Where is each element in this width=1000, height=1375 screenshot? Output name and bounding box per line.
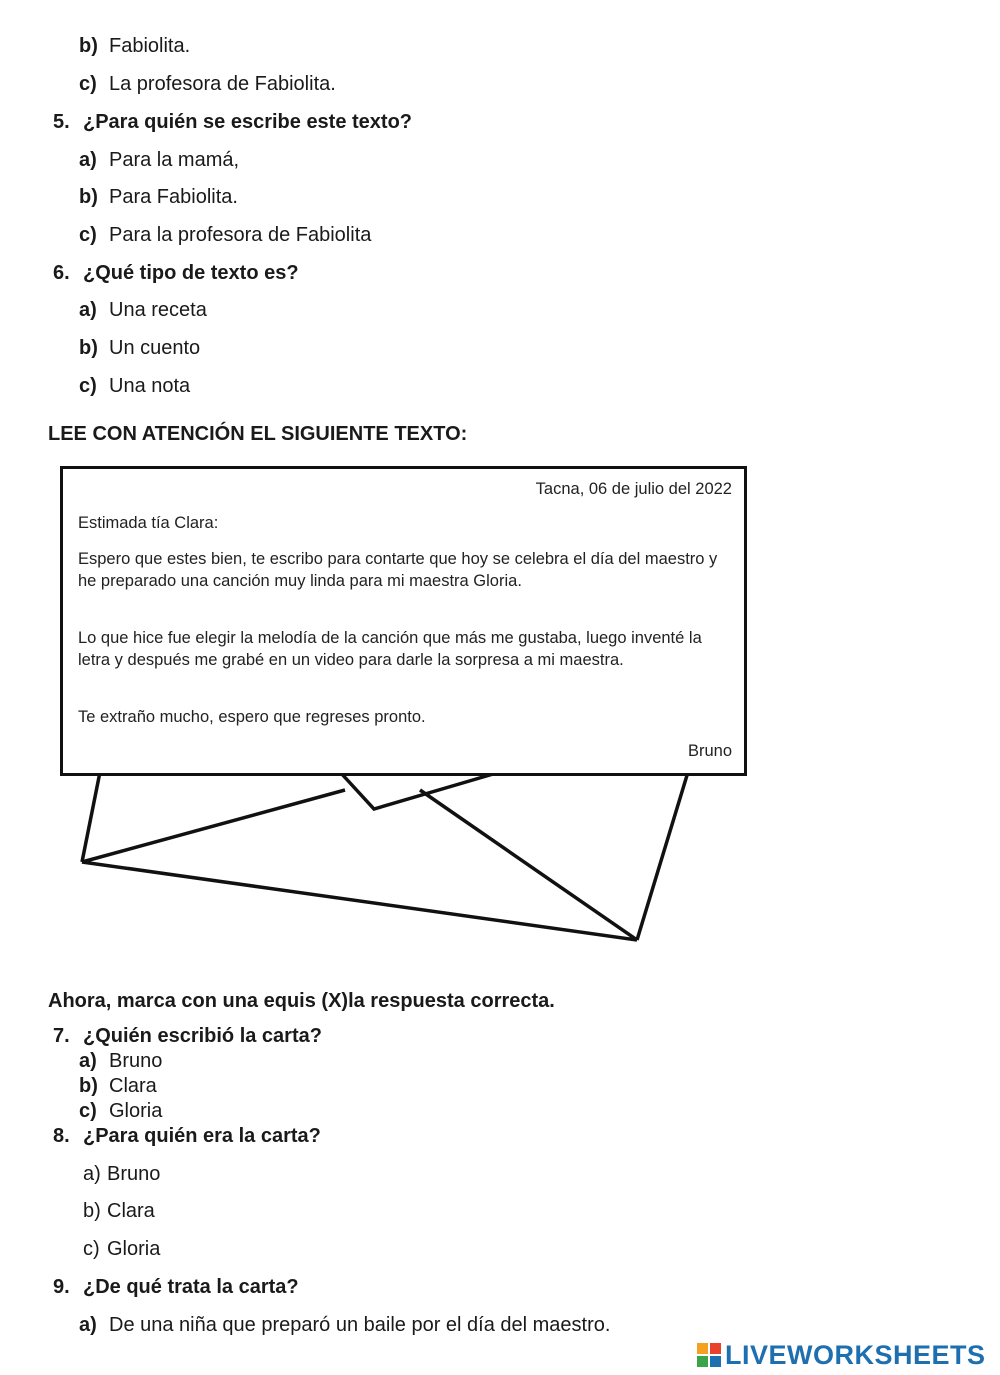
question-number: 9. (53, 1276, 70, 1298)
option-key: b) (79, 337, 98, 359)
question-number: 8. (53, 1125, 70, 1147)
option-text: Fabiolita. (109, 35, 191, 57)
q7-option-b[interactable] (79, 1074, 157, 1098)
section-heading: LEE CON ATENCIÓN EL SIGUIENTE TEXTO: (48, 423, 468, 445)
question-8 (53, 1124, 321, 1148)
question-number: 5. (53, 111, 70, 133)
option-text: Para la profesora de Fabiolita (109, 224, 372, 246)
option-key: b) (79, 186, 98, 208)
option-key: b) (79, 1075, 98, 1097)
question-text: ¿Para quién se escribe este texto? (83, 111, 413, 133)
option-text: La profesora de Fabiolita. (109, 73, 336, 95)
option-key: b) (83, 1200, 101, 1222)
option-text: Para la mamá, (109, 149, 240, 171)
question-9 (53, 1275, 299, 1299)
option-text: Clara (109, 1075, 157, 1097)
question-number: 7. (53, 1025, 70, 1047)
option-key: a) (79, 1050, 97, 1072)
letter-signature: Bruno (687, 742, 732, 760)
option-key: a) (79, 149, 97, 171)
letter-date: Tacna, 06 de julio del 2022 (535, 480, 732, 498)
q7-option-c[interactable] (79, 1099, 162, 1123)
option-key: c) (79, 224, 97, 246)
option-text: Una nota (109, 375, 191, 397)
letter-paragraph-3: Te extraño mucho, espero que regreses pronto. (78, 708, 426, 726)
q7-option-a[interactable] (79, 1049, 162, 1073)
question-text: ¿Para quién era la carta? (83, 1125, 321, 1147)
logo-text: LIVEWORKSHEETS (725, 1340, 986, 1370)
question-number: 6. (53, 262, 70, 284)
question-text: ¿Qué tipo de texto es? (83, 262, 299, 284)
logo-blocks-icon (697, 1343, 721, 1367)
question-text: ¿Quién escribió la carta? (83, 1025, 322, 1047)
option-text: Gloria (109, 1100, 163, 1122)
letter-paragraph-2: Lo que hice fue elegir la melodía de la canción que más me gustaba, luego inventé la letra y después me grabé en un video para darle la sorpresa a mi maestra. (78, 629, 702, 669)
option-key: c) (79, 1100, 97, 1122)
q8-option-c[interactable] (83, 1237, 160, 1261)
letter-box (60, 466, 747, 776)
liveworksheets-logo (697, 1340, 986, 1371)
option-text: Clara (107, 1200, 155, 1222)
option-text: Bruno (107, 1163, 161, 1185)
option-key: b) (79, 35, 98, 57)
option-text: Un cuento (109, 337, 201, 359)
question-7 (53, 1024, 322, 1048)
instruction: Ahora, marca con una equis (X)la respuesta correcta. (48, 990, 555, 1012)
q9-option-a[interactable] (79, 1313, 610, 1337)
letter-greeting: Estimada tía Clara: (78, 514, 219, 532)
option-key: a) (79, 1314, 97, 1336)
option-text: Bruno (109, 1050, 163, 1072)
option-key: a) (83, 1163, 101, 1185)
option-key: c) (79, 375, 97, 397)
option-key: c) (83, 1238, 100, 1260)
option-text: Para Fabiolita. (109, 186, 238, 208)
option-text: De una niña que preparó un baile por el día del maestro. (109, 1314, 611, 1336)
option-text: Gloria (107, 1238, 161, 1260)
option-key: a) (79, 299, 97, 321)
q8-option-b[interactable] (83, 1199, 155, 1223)
question-text: ¿De qué trata la carta? (83, 1276, 299, 1298)
q8-option-a[interactable] (83, 1162, 160, 1186)
letter-paragraph-1: Espero que estes bien, te escribo para contarte que hoy se celebra el día del maestro y he preparado una canción muy linda para mi maestra Gloria. (78, 550, 718, 590)
option-text: Una receta (109, 299, 207, 321)
option-key: c) (79, 73, 97, 95)
